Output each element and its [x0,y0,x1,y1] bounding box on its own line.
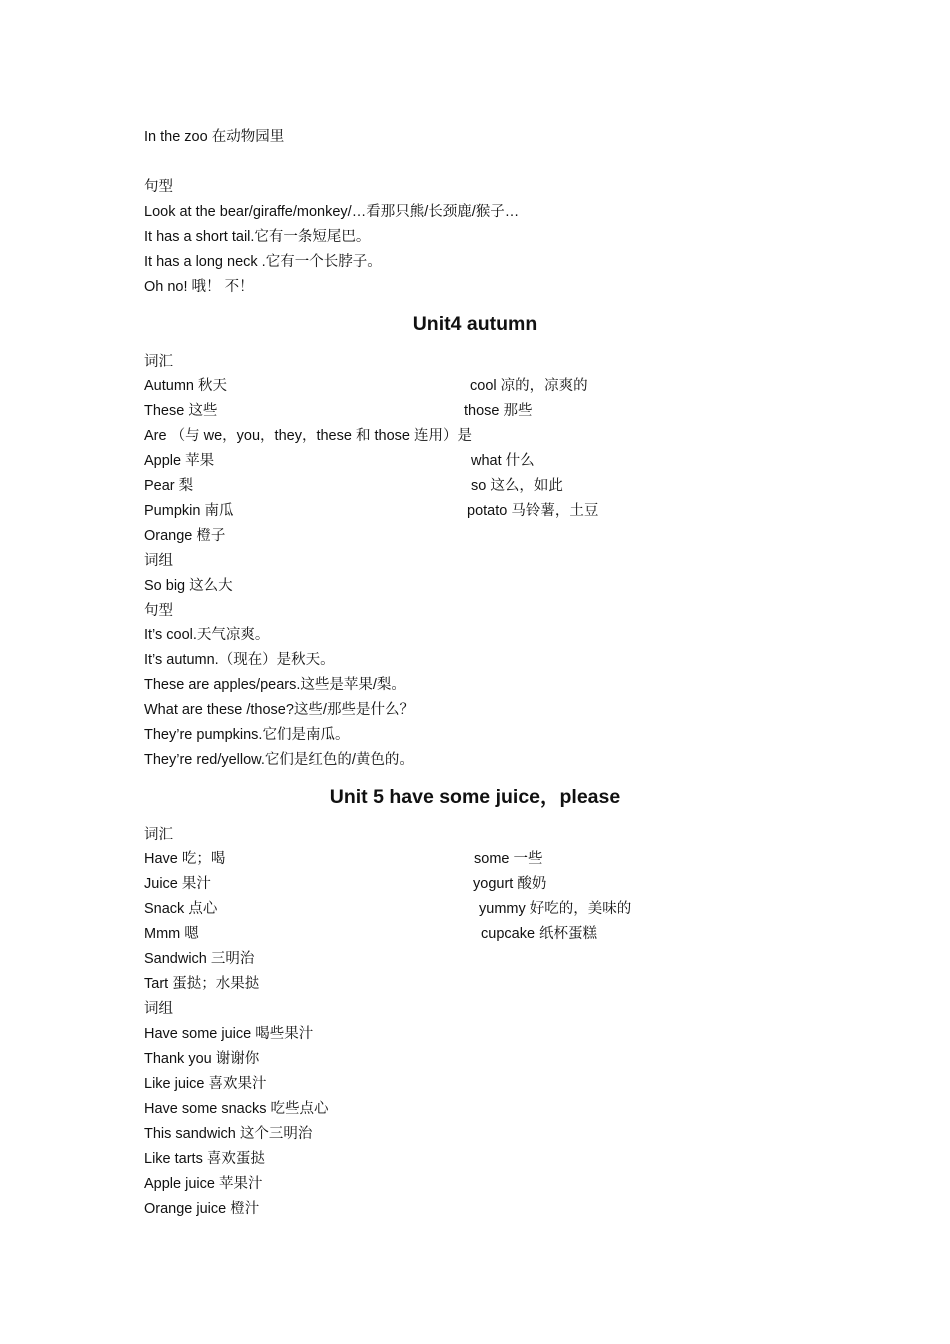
vocab-item: Pumpkin 南瓜 [144,503,234,519]
sentence-line: They’re red/yellow.它们是红色的/黄色的。 [144,752,414,768]
vocab-item: Orange 橙子 [144,528,226,544]
vocab-item: Juice 果汁 [144,876,211,892]
vocab-item: cool 凉的，凉爽的 [470,378,588,394]
phrase-line: Have some juice 喝些果汁 [144,1026,314,1042]
phrase-line: Have some snacks 吃些点心 [144,1101,329,1117]
phrase-line: Orange juice 橙汁 [144,1201,260,1217]
vocab-item: Have 吃；喝 [144,851,226,867]
vocab-item: Snack 点心 [144,901,218,917]
phrase-line: So big 这么大 [144,578,233,594]
vocab-item: These 这些 [144,403,218,419]
section-title: In the zoo 在动物园里 [144,129,285,145]
sentence-line: Look at the bear/giraffe/monkey/…看那只熊/长颈鹿/猴子… [144,204,520,220]
phrase-label: 词组 [144,1001,173,1017]
phrase-line: Thank you 谢谢你 [144,1051,260,1067]
vocab-item: some 一些 [474,851,543,867]
sentence-label: 句型 [144,179,173,195]
phrase-line: Like tarts 喜欢蛋挞 [144,1151,265,1167]
unit-heading: Unit4 autumn [412,313,538,335]
vocab-item: cupcake 纸杯蛋糕 [481,926,598,942]
vocab-item: what 什么 [471,453,535,469]
vocab-label: 词汇 [144,827,173,843]
sentence-line: Oh no! 哦！ 不！ [144,279,254,295]
sentence-line: These are apples/pears.这些是苹果/梨。 [144,677,406,693]
vocab-item: those 那些 [464,403,533,419]
vocab-item: Pear 梨 [144,478,194,494]
phrase-line: This sandwich 这个三明治 [144,1126,313,1142]
sentence-label: 句型 [144,603,173,619]
sentence-line: It’s cool.天气凉爽。 [144,627,270,643]
phrase-label: 词组 [144,553,173,569]
sentence-line: It has a short tail.它有一条短尾巴。 [144,229,371,245]
vocab-item: Autumn 秋天 [144,378,227,394]
vocab-item: Tart 蛋挞；水果挞 [144,976,260,992]
phrase-line: Like juice 喜欢果汁 [144,1076,267,1092]
sentence-line: It’s autumn.（现在）是秋天。 [144,652,335,668]
unit-heading: Unit 5 have some juice，please [329,786,621,808]
vocab-item: Mmm 嗯 [144,926,199,942]
vocab-label: 词汇 [144,354,173,370]
vocab-item: potato 马铃薯，土豆 [467,503,599,519]
vocab-item: yogurt 酸奶 [473,876,547,892]
vocab-item: Sandwich 三明治 [144,951,255,967]
vocab-item: yummy 好吃的，美味的 [479,901,632,917]
vocab-item: so 这么，如此 [471,478,563,494]
vocab-item: Are （与 we，you，they，these 和 those 连用）是 [144,428,472,444]
vocab-item: Apple 苹果 [144,453,215,469]
phrase-line: Apple juice 苹果汁 [144,1176,263,1192]
sentence-line: They’re pumpkins.它们是南瓜。 [144,727,350,743]
sentence-line: It has a long neck .它有一个长脖子。 [144,254,382,270]
sentence-line: What are these /those?这些/那些是什么？ [144,702,414,718]
